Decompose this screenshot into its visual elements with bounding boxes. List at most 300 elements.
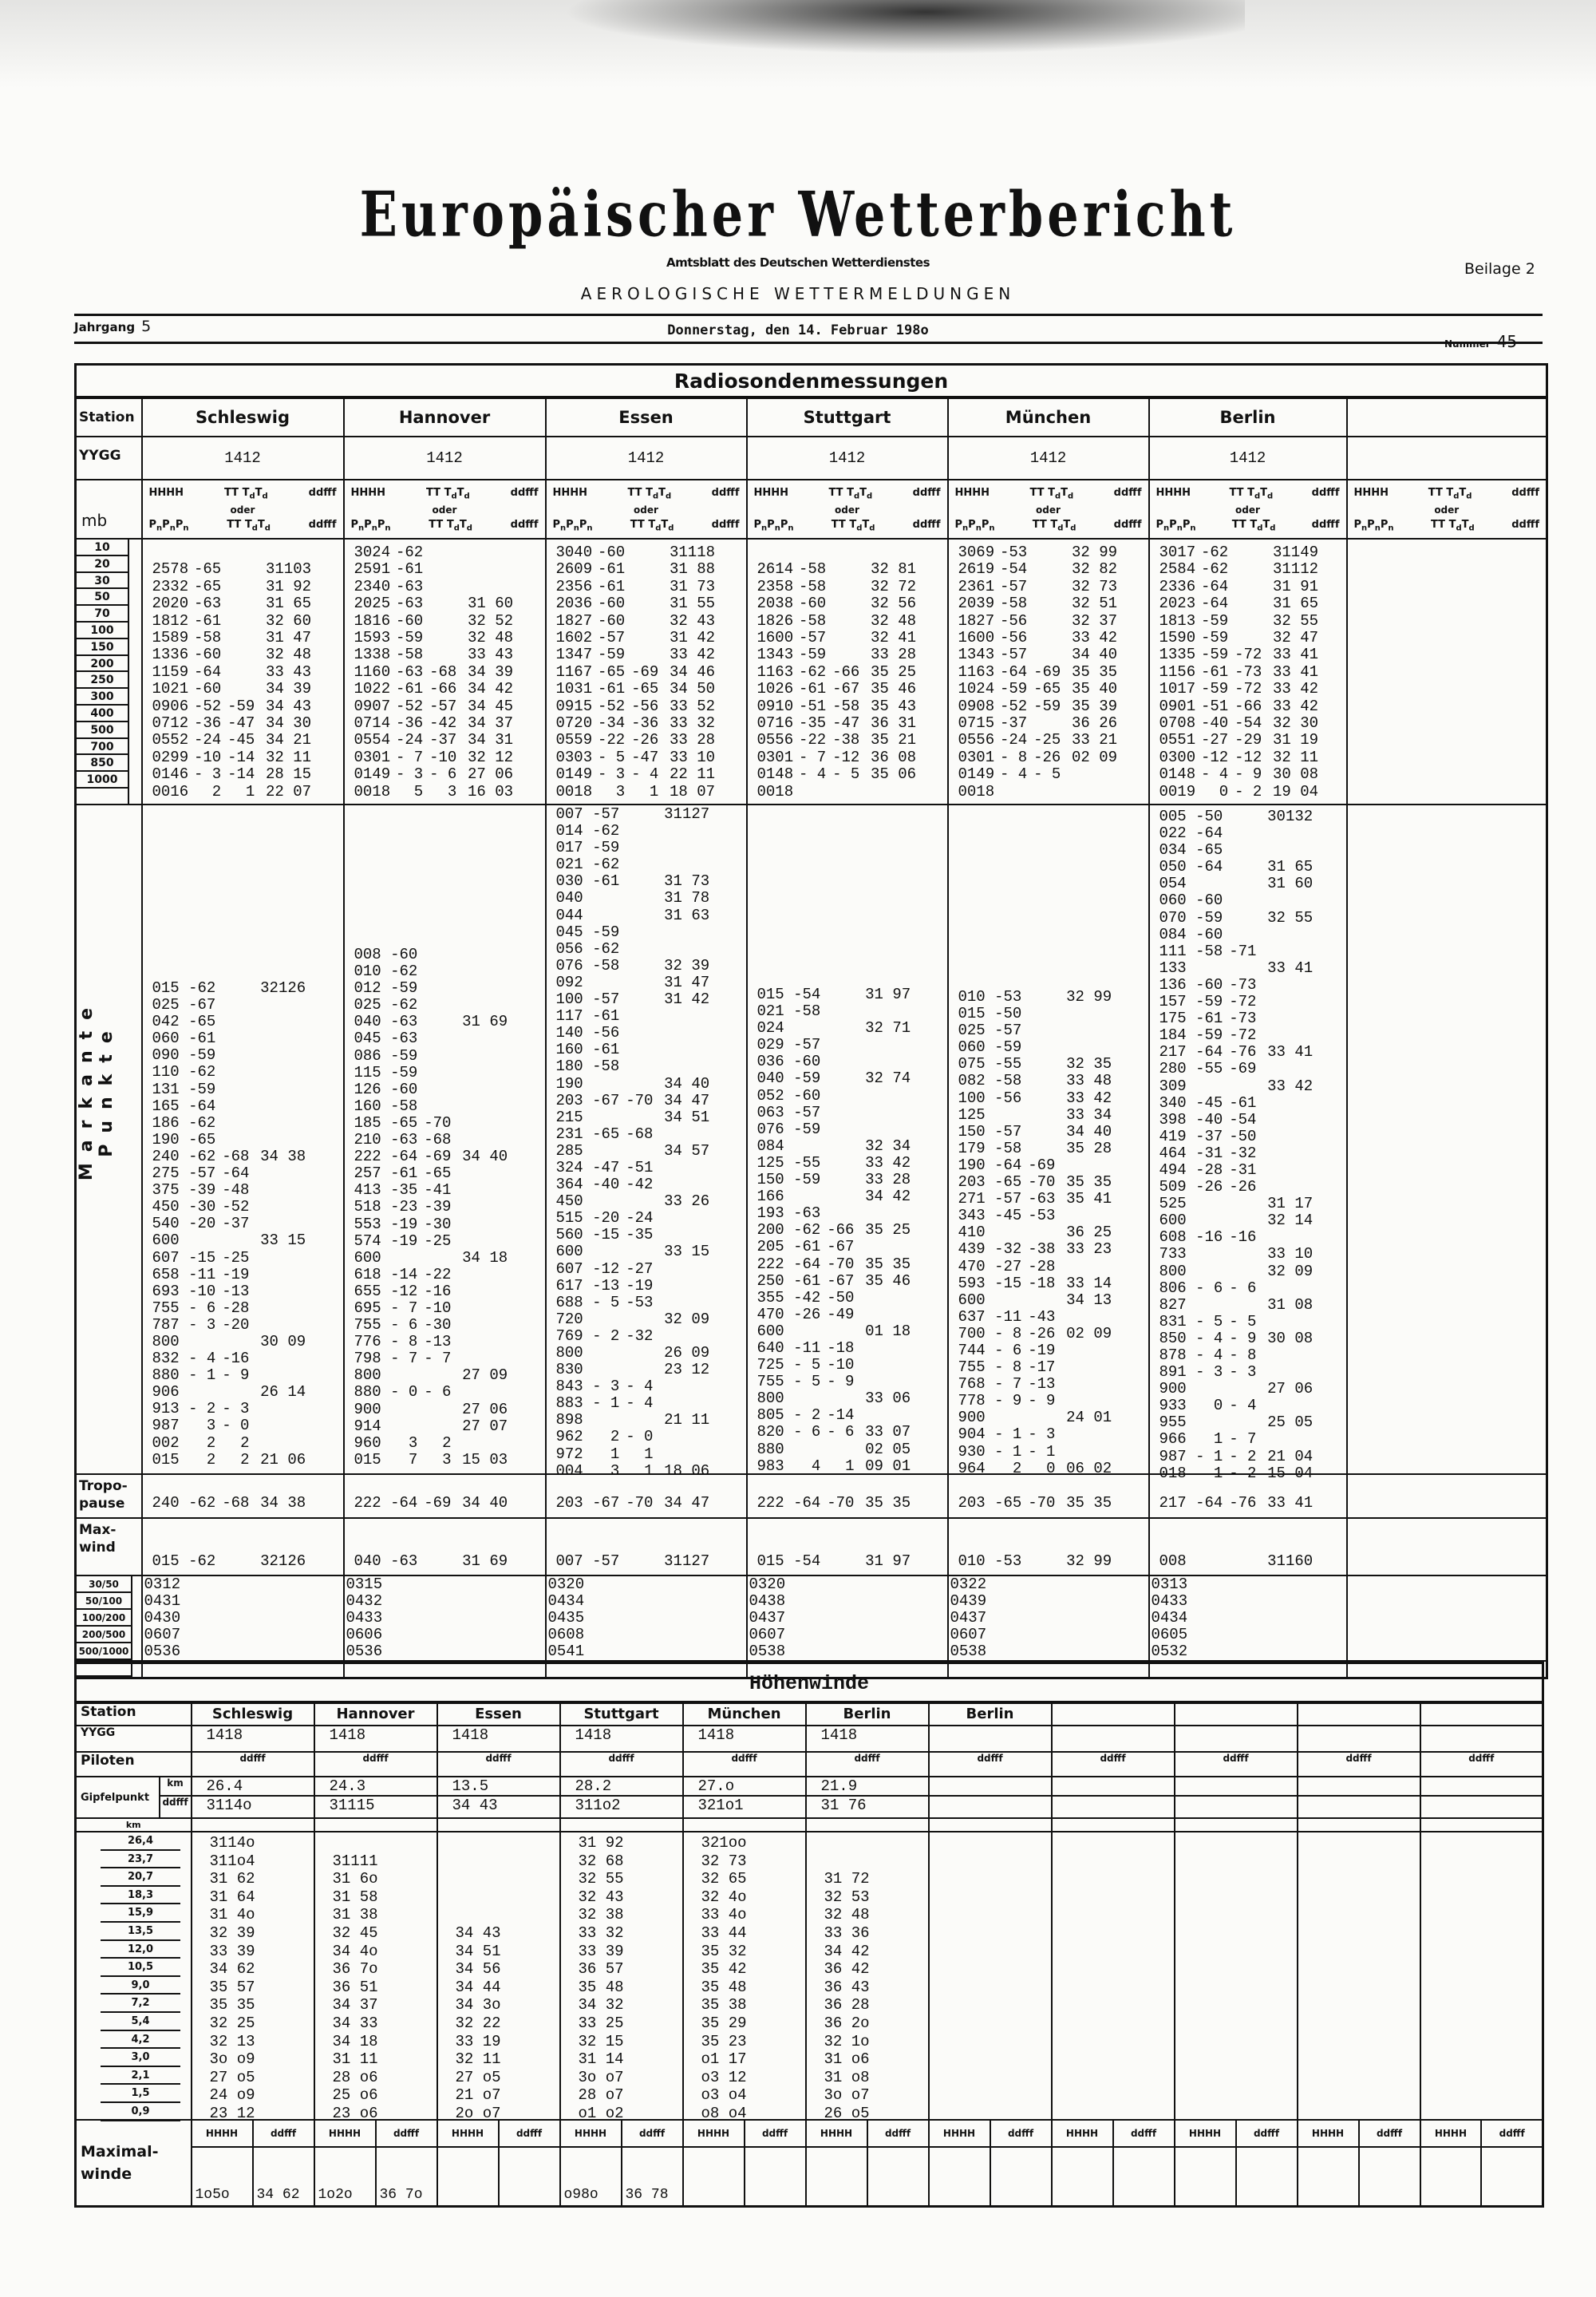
field: -58	[793, 1002, 821, 1021]
field: 1826	[757, 611, 794, 630]
hw-piloten-unit: ddfff	[929, 1752, 1052, 1777]
field: -60	[1195, 925, 1223, 943]
standard-entry	[354, 749, 514, 766]
wind-value: 36 43	[824, 1978, 870, 1996]
field: 35 46	[865, 1271, 911, 1290]
field: -67	[592, 1091, 620, 1109]
field: 217	[1159, 1494, 1187, 1512]
significant-entry	[556, 856, 710, 873]
field: -15	[188, 1248, 216, 1267]
field: -52	[395, 697, 424, 715]
significant-entry	[757, 1088, 911, 1105]
field: 31 17	[1267, 1195, 1314, 1213]
field: 658	[152, 1265, 180, 1283]
significant-entry	[556, 958, 710, 975]
d: d	[1456, 524, 1462, 533]
field: 35 35	[865, 1494, 911, 1512]
field: 31 69	[462, 1013, 508, 1031]
significant-entry	[354, 1081, 508, 1098]
significant-entry	[1159, 1044, 1314, 1061]
field: -52	[193, 697, 222, 715]
field: 050	[1159, 858, 1187, 876]
significant-entry	[1159, 1010, 1314, 1027]
shear-value: 0538	[950, 1643, 987, 1660]
field: 574	[354, 1232, 381, 1250]
significant-entry	[958, 1292, 1112, 1309]
field: -67	[592, 1494, 620, 1512]
significant-entry	[1159, 1112, 1314, 1129]
significant-entry	[757, 1105, 911, 1121]
field: 35 28	[1066, 1139, 1112, 1157]
field: -11	[994, 1307, 1022, 1326]
p: P	[364, 519, 372, 531]
significant-entry	[958, 1376, 1112, 1393]
field: -36	[631, 714, 659, 733]
d: d	[1453, 492, 1460, 501]
field: 832	[152, 1350, 180, 1368]
wind-value: 33 25	[578, 2014, 624, 2032]
shear-value: 0532	[1151, 1643, 1188, 1660]
field: 600	[958, 1291, 986, 1309]
gipfel-km-value	[1298, 1777, 1420, 1796]
field: 778	[958, 1392, 986, 1410]
station-name-stuttgart: Stuttgart	[747, 398, 948, 437]
field: 7	[408, 1450, 418, 1469]
field: 22 11	[669, 765, 715, 784]
wind-value: 25 o6	[332, 2086, 378, 2105]
hhhh-label: HHHH	[684, 2121, 745, 2146]
wind-value	[456, 1888, 501, 1907]
maxwind-entry	[152, 1552, 306, 1570]
maxwind-subheader	[1298, 2120, 1420, 2147]
field: -40	[592, 1176, 620, 1194]
wind-value: 2o o7	[455, 2104, 501, 2122]
field: -50	[994, 1005, 1022, 1023]
standard-lines	[958, 544, 1118, 801]
field: -57	[597, 629, 626, 647]
field: - 7	[994, 1375, 1022, 1394]
significant-entry	[958, 1039, 1112, 1056]
p: P	[552, 519, 561, 531]
field: 082	[958, 1072, 986, 1090]
field: 185	[354, 1113, 381, 1132]
gipfelpunkt-label: Gipfelpunkt	[76, 1777, 160, 1818]
wind-value: 32 1o	[824, 2032, 870, 2050]
standard-entry	[152, 698, 312, 715]
standard-lines	[354, 544, 514, 801]
field: 27 06	[462, 1400, 508, 1418]
field: 693	[152, 1282, 180, 1300]
pressure-level: 20	[77, 556, 129, 573]
significant-entry	[556, 907, 710, 924]
field: 733	[1159, 1245, 1187, 1263]
field: -10	[188, 1282, 216, 1300]
field: 010	[958, 1552, 986, 1570]
n: n	[1163, 524, 1170, 533]
d: d	[251, 524, 258, 533]
significant-entry	[958, 1090, 1112, 1107]
ddfff: ddfff	[308, 487, 337, 499]
significant-entry	[1159, 1145, 1314, 1162]
field: 933	[1159, 1397, 1187, 1415]
field: - 5	[793, 1373, 821, 1391]
standard-entry	[1159, 784, 1319, 801]
header-line-1	[351, 487, 539, 501]
field: 2584	[1159, 560, 1196, 579]
field: - 2	[1229, 1464, 1257, 1482]
significant-lines	[757, 986, 911, 1475]
field: 2038	[757, 595, 794, 613]
gipfel-km-value: 21.9	[806, 1777, 929, 1796]
field: 09 01	[865, 1457, 911, 1475]
field: -25	[1033, 731, 1061, 749]
significant-entry	[556, 1362, 710, 1378]
d: d	[1468, 524, 1475, 533]
field: 27 07	[462, 1417, 508, 1435]
wind-column	[314, 1832, 437, 2120]
field: 005	[1159, 808, 1187, 825]
field: 450	[555, 1192, 583, 1211]
field: 32 39	[664, 956, 710, 975]
significant-entry	[152, 1350, 306, 1367]
maxwind-line	[556, 1552, 710, 1570]
significant-entry	[354, 1098, 508, 1115]
wind-column	[1420, 1832, 1543, 2120]
field: -60	[1195, 975, 1223, 994]
field: 2619	[958, 560, 995, 579]
maxwind-values-split	[1175, 2148, 1297, 2205]
standard-entry	[1159, 766, 1319, 783]
field: -76	[1229, 1494, 1257, 1512]
yygg-value: 1412	[344, 437, 546, 480]
field: -24	[999, 731, 1028, 749]
wind-value: 32 45	[332, 1923, 378, 1942]
field: - 7	[395, 748, 424, 766]
field: 343	[958, 1207, 986, 1225]
field: 34 50	[669, 680, 715, 698]
field: 054	[1159, 875, 1187, 893]
field: -69	[424, 1494, 452, 1512]
field: 31 78	[664, 889, 710, 907]
field: 1026	[757, 680, 794, 698]
field: 600	[354, 1248, 381, 1267]
significant-entry	[556, 1058, 710, 1075]
field: -32	[626, 1326, 654, 1345]
significant-entry	[152, 1115, 306, 1132]
standard-entry	[1159, 715, 1319, 732]
field: 32 55	[1272, 611, 1318, 630]
d: d	[1070, 524, 1077, 533]
field: 688	[555, 1293, 583, 1311]
wind-value: 32 48	[824, 1906, 870, 1924]
standard-entry	[757, 613, 917, 630]
pressure-level: 200	[77, 656, 129, 673]
maxwind-label: Max-wind	[76, 1518, 142, 1575]
max-ddfff-value	[500, 2148, 559, 2205]
field: 33 41	[1267, 959, 1314, 977]
field: 35 46	[870, 680, 916, 698]
significant-entry	[757, 1256, 911, 1273]
n: n	[1361, 524, 1368, 533]
tt-tdtd	[1431, 519, 1475, 533]
field: -64	[222, 1164, 250, 1183]
significant-entry	[958, 1342, 1112, 1359]
field: -68	[626, 1125, 654, 1143]
significant-entry	[152, 1267, 306, 1283]
maxwind-cell	[1149, 1518, 1347, 1575]
field: 695	[354, 1299, 381, 1317]
wind-value: 32 25	[209, 2014, 255, 2032]
field: 31 63	[664, 906, 710, 924]
field: 34 40	[462, 1148, 508, 1166]
standard-lines	[757, 561, 917, 801]
field: -60	[1195, 892, 1223, 910]
shear-value: 0434	[1151, 1609, 1188, 1627]
hw-piloten-unit: ddfff	[1420, 1752, 1543, 1777]
field: -63	[1028, 1190, 1056, 1208]
wind-value: 33 19	[455, 2032, 501, 2050]
field: -60	[798, 595, 827, 613]
km-header-blank	[560, 1818, 683, 1832]
field: - 3	[188, 1315, 216, 1334]
field: 1021	[152, 680, 189, 698]
max-ddfff-value	[991, 2148, 1051, 2205]
field: 3040	[555, 544, 593, 561]
shear-value: 0541	[547, 1643, 585, 1660]
tt: TT	[426, 487, 441, 499]
field: -59	[597, 646, 626, 664]
significant-entry	[757, 1138, 911, 1155]
field: 004	[555, 1461, 583, 1480]
standard-entry	[354, 732, 514, 749]
field: -50	[1195, 808, 1223, 825]
field: -58	[994, 1139, 1022, 1157]
field: 768	[958, 1375, 986, 1394]
field: -59	[1200, 646, 1229, 664]
pressure-level: 10	[77, 540, 129, 556]
t: T	[646, 487, 653, 499]
field: 33 23	[1066, 1240, 1112, 1259]
field: 800	[757, 1390, 784, 1408]
km-header-blank	[929, 1818, 1052, 1832]
maxwind-values	[192, 2147, 314, 2207]
field: -19	[390, 1215, 418, 1233]
wind-value: 31 38	[332, 1906, 378, 1924]
field: 891	[1159, 1363, 1187, 1382]
field: 015	[152, 1552, 180, 1570]
field: 769	[555, 1326, 583, 1345]
field: 637	[958, 1307, 986, 1326]
maxwind-line	[958, 1552, 1112, 1570]
standard-entry	[152, 784, 312, 801]
hw-station-name: München	[683, 1703, 806, 1726]
significant-entry	[757, 1424, 911, 1441]
field: 117	[555, 1007, 583, 1026]
significant-entry	[1159, 927, 1314, 943]
max-ddfff-value	[868, 2148, 928, 2205]
field: 966	[1159, 1430, 1187, 1449]
field: 34 40	[462, 1494, 508, 1512]
field: -64	[1195, 1043, 1223, 1062]
km-header-blank	[1052, 1818, 1175, 1832]
field: 0906	[152, 697, 189, 715]
significant-entry	[556, 1227, 710, 1243]
field: 06 02	[1066, 1459, 1112, 1477]
field: -40	[1200, 714, 1229, 733]
standard-entry	[1159, 561, 1319, 578]
field: -59	[390, 979, 418, 998]
wind-value: 34 33	[332, 2014, 378, 2032]
ddfff: ddfff	[510, 487, 539, 499]
field: -19	[626, 1276, 654, 1295]
significant-entry	[1159, 1414, 1314, 1431]
field: 600	[555, 1243, 583, 1261]
field: 35 40	[1071, 680, 1117, 698]
field: 012	[354, 979, 381, 998]
yygg-value: 1412	[546, 437, 747, 480]
significant-entry	[354, 1132, 508, 1148]
field: 015	[757, 986, 784, 1003]
standard-entry	[556, 579, 716, 595]
ddfff-label: ddfff	[1376, 2128, 1403, 2139]
standard-levels-cell	[747, 539, 948, 805]
significant-entry	[1159, 977, 1314, 994]
field: - 5	[1195, 1312, 1223, 1330]
t: T	[1063, 519, 1071, 531]
field: -62	[390, 963, 418, 981]
field: -61	[395, 560, 424, 579]
field: 560	[555, 1226, 583, 1244]
header-line-2	[149, 519, 337, 533]
field: 021	[555, 856, 583, 874]
significant-entry	[757, 1357, 911, 1374]
field: - 8	[994, 1358, 1022, 1377]
maxwind-entry	[556, 1552, 710, 1570]
shear-cell	[546, 1575, 747, 1661]
field: -54	[1235, 714, 1262, 733]
field: 960	[354, 1433, 381, 1452]
significant-points-cell	[1149, 805, 1347, 1482]
wind-value: 31 6o	[332, 1870, 378, 1888]
ddfff: ddfff	[1511, 519, 1540, 531]
field: -59	[793, 1069, 821, 1088]
field: 439	[958, 1240, 986, 1259]
field: 413	[354, 1181, 381, 1200]
p: P	[1169, 519, 1177, 531]
field: -57	[793, 1036, 821, 1054]
field: 34 39	[265, 680, 311, 698]
field: - 2	[592, 1326, 620, 1345]
km-header-blank	[1175, 1818, 1298, 1832]
significant-entry	[1159, 1095, 1314, 1112]
field: 0559	[555, 731, 593, 749]
tt-tdtd	[1232, 519, 1276, 533]
wind-value: 34 44	[455, 1978, 501, 1996]
field: 086	[354, 1046, 381, 1065]
field: -62	[592, 939, 620, 958]
field: 33 14	[1066, 1274, 1112, 1292]
maxwind-values	[1175, 2147, 1298, 2207]
wind-value: 34 56	[455, 1960, 501, 1979]
wind-column	[192, 1832, 314, 2120]
field: -57	[592, 805, 620, 823]
standard-entry	[556, 595, 716, 612]
field: -71	[1229, 942, 1257, 960]
field: 060	[958, 1038, 986, 1057]
field: 32 48	[265, 646, 311, 664]
field: 275	[152, 1164, 180, 1183]
hw-piloten-unit: ddfff	[437, 1752, 560, 1777]
field: -12	[390, 1282, 418, 1300]
field: -69	[631, 662, 659, 681]
header-oder: oder	[634, 504, 658, 516]
tropopause-cell	[1149, 1474, 1347, 1518]
field: -30	[424, 1215, 452, 1233]
standard-entry	[556, 784, 716, 801]
field: - 3	[597, 765, 626, 784]
field: -47	[631, 748, 659, 766]
field: 285	[555, 1141, 583, 1160]
tt: TT	[1032, 519, 1047, 531]
field: -61	[390, 1164, 418, 1183]
field: -62	[592, 856, 620, 874]
field: 015	[757, 1552, 784, 1570]
pressure-level: 100	[77, 623, 129, 639]
field: - 2	[188, 1400, 216, 1418]
field: 787	[152, 1315, 180, 1334]
significant-entry	[958, 1174, 1112, 1191]
maxwind-values	[1298, 2147, 1420, 2207]
field: -59	[592, 923, 620, 941]
field: -76	[1229, 1043, 1257, 1062]
field: -27	[994, 1257, 1022, 1275]
field: -61	[597, 560, 626, 579]
nummer-label: Nummer	[1444, 338, 1491, 350]
maxwind-values	[437, 2147, 560, 2207]
significant-entry	[958, 1157, 1112, 1174]
field: 092	[555, 973, 583, 991]
field: -25	[222, 1248, 250, 1267]
gipfel-ddfff-value	[1298, 1796, 1420, 1818]
significant-entry	[1159, 1027, 1314, 1044]
field: 755	[152, 1299, 180, 1317]
field: -47	[592, 1158, 620, 1176]
pnpnpn	[1156, 519, 1196, 533]
field: -63	[390, 1030, 418, 1048]
pnpnpn	[351, 519, 391, 533]
hhhh-label: HHHH	[192, 2121, 254, 2146]
field: 32126	[260, 979, 306, 997]
field: 34 30	[265, 714, 311, 733]
n: n	[587, 524, 593, 533]
field: 1813	[1159, 611, 1196, 630]
gipfel-ddfff-value: 31115	[314, 1796, 437, 1818]
field: 0	[1213, 1397, 1223, 1415]
significant-entry	[556, 840, 710, 856]
significant-entry	[354, 1233, 508, 1250]
field: -41	[424, 1181, 452, 1200]
field: -68	[222, 1147, 250, 1165]
yygg-value: 1412	[948, 437, 1149, 480]
shear-cell	[142, 1575, 344, 1661]
d: d	[1068, 492, 1074, 501]
field: 02 05	[865, 1440, 911, 1458]
tt: TT	[224, 487, 239, 499]
field: 1336	[152, 646, 189, 664]
field: -67	[832, 680, 860, 698]
wind-value: 3o o7	[578, 2068, 624, 2086]
field: 193	[757, 1204, 784, 1223]
